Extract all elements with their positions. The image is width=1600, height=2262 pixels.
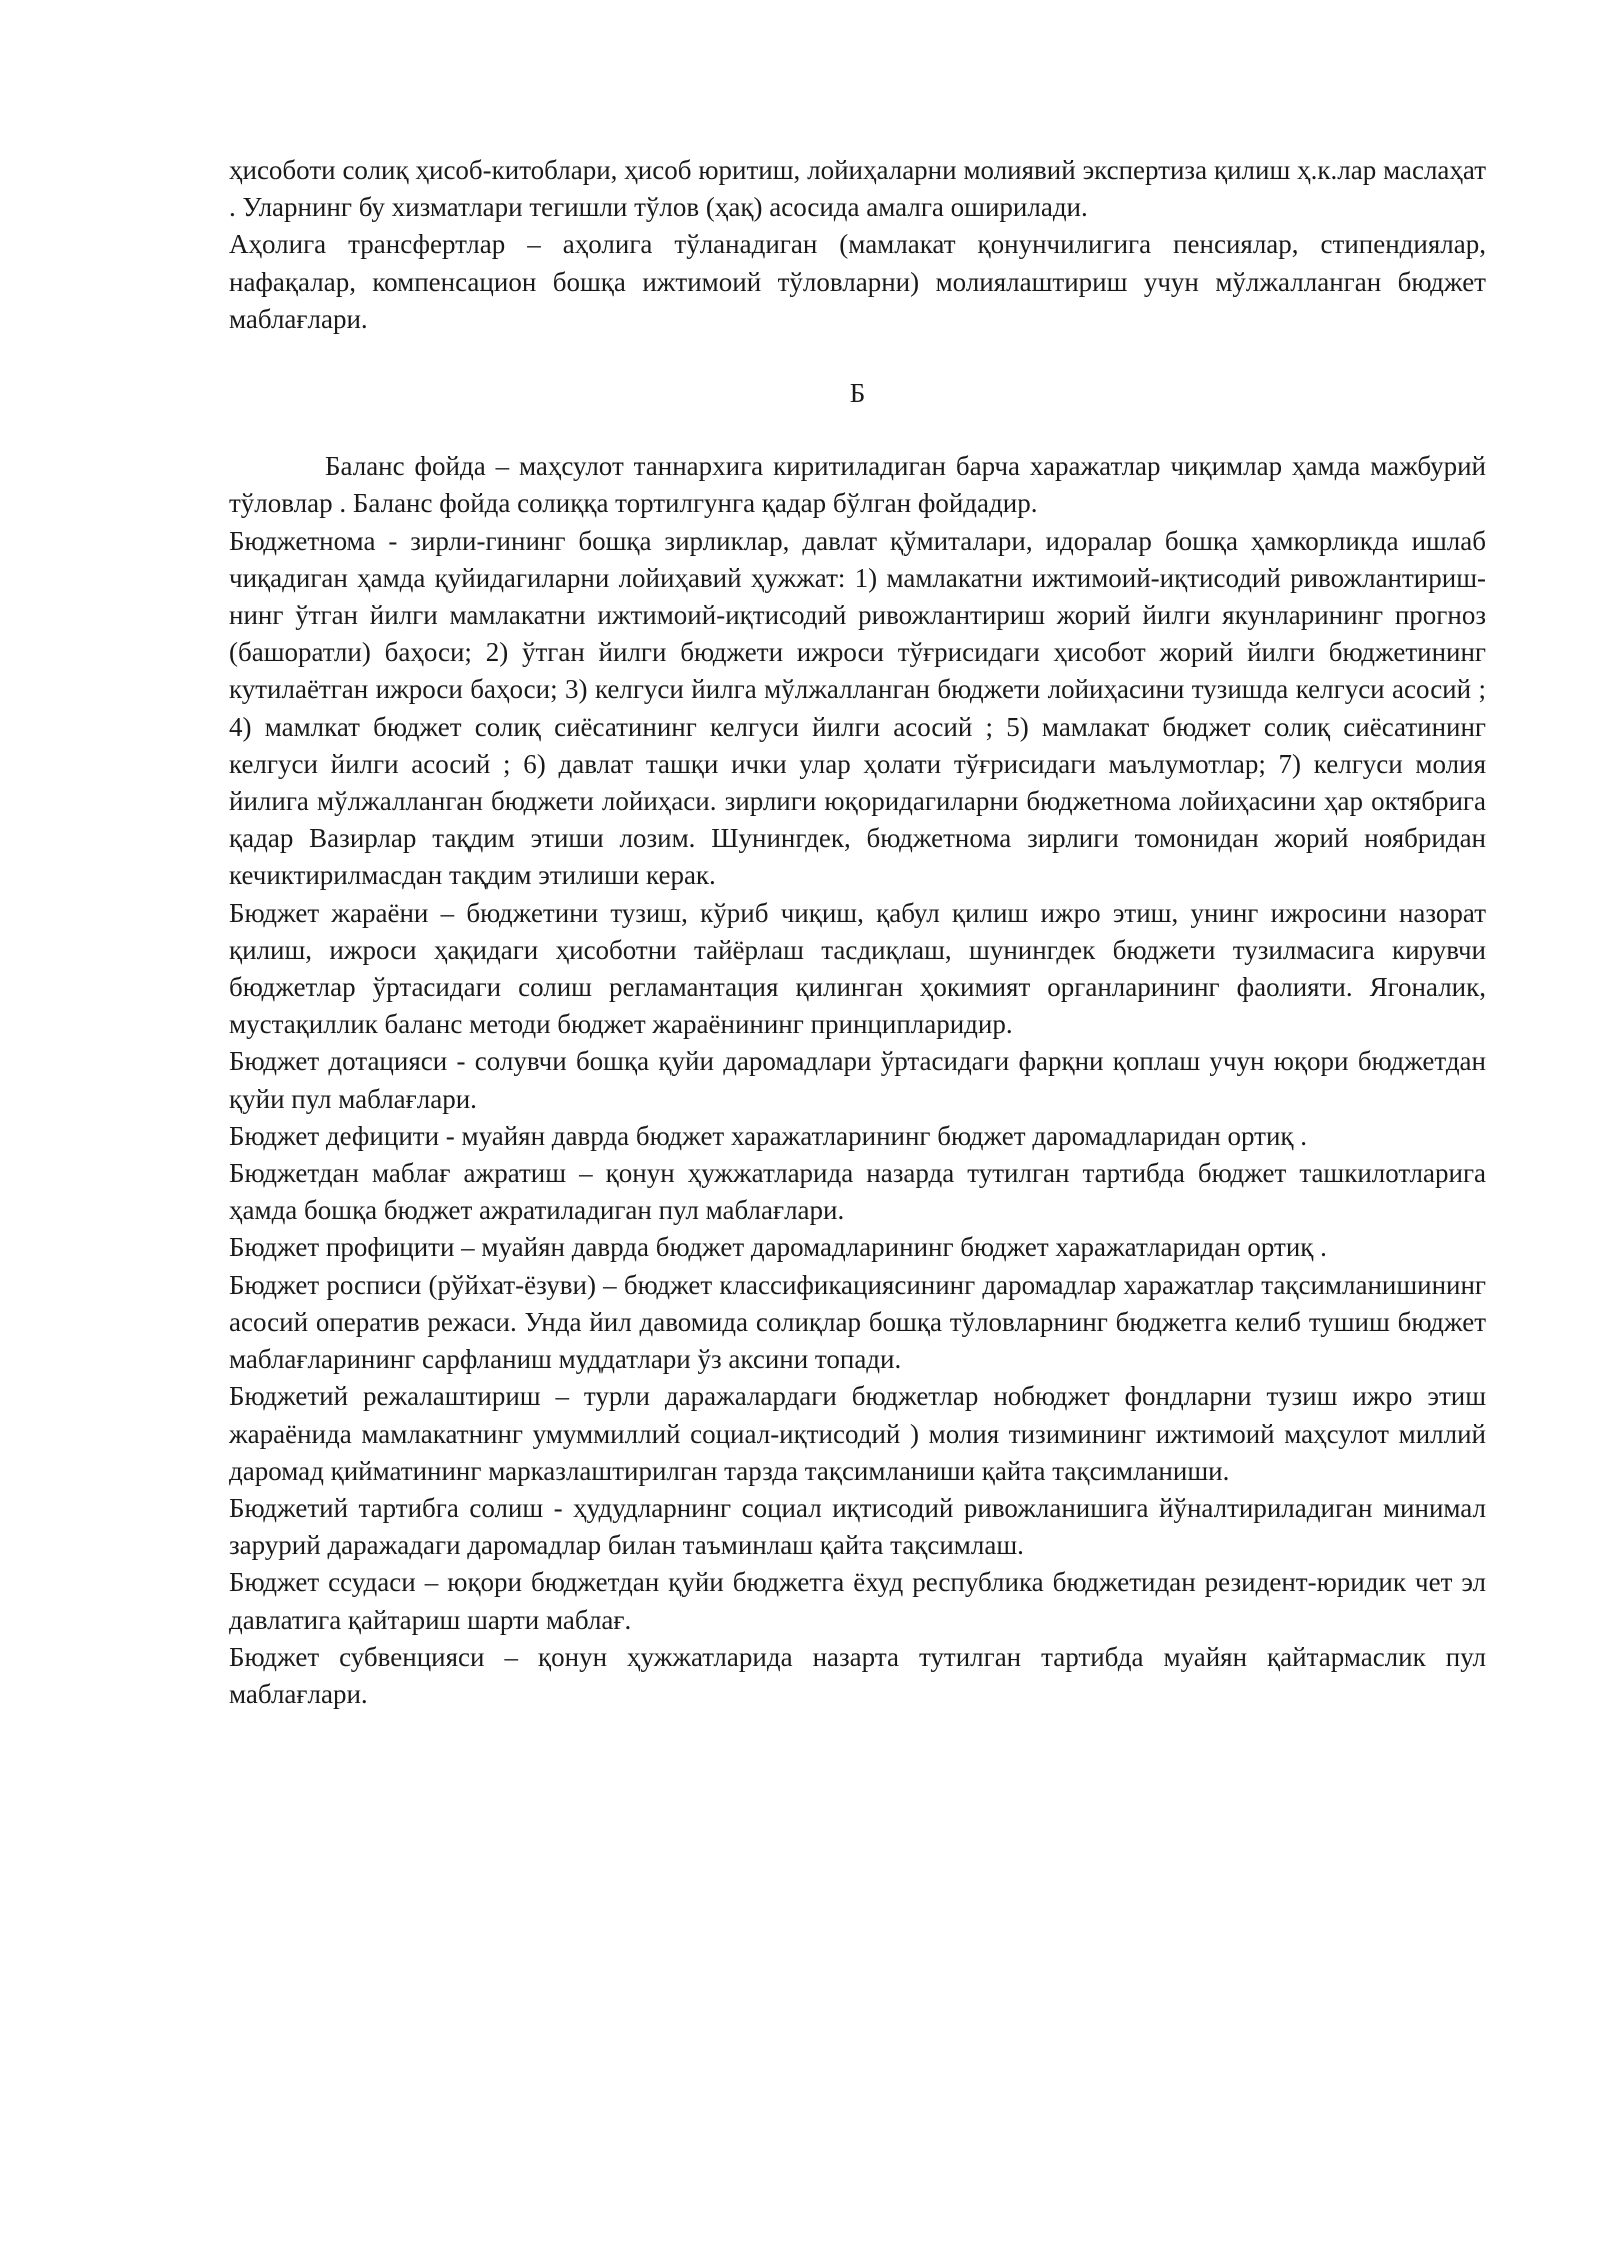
paragraph-budget-process: Бюджет жараёни – бюджетини тузиш, кўриб чиқиш, қабул қилиш ижро этиш, унинг ижросини назорат қилиш, ижроси ҳақидаги ҳисоботни тайёрлаш тасдиқлаш, шунингдек бюджети тузилмасига кирувчи бюджетлар ўртасидаги солиш регламантация қилинган ҳокимият органларининг фаолияти. Ягоналик, мустақиллик баланс методи бюджет жараёнининг принципларидир. (229, 897, 1486, 1040)
paragraph-budget-planning: Бюджетий режалаштириш – турли даражалардаги бюджетлар нобюджет фондларни тузиш ижро этиш жараёнида мамлакатнинг умуммиллий социал-иқтисодий ) молия тизимининг ижтимоий маҳсулот миллий даромад қийматининг марказлаштирилган тарзда тақсимланиши қайта тақсимланиши. (229, 1381, 1486, 1486)
paragraph-balance-profit: Баланс фойда – маҳсулот таннархига киритиладиган барча харажатлар чиқимлар ҳамда мажбурий тўловлар . Баланс фойда солиққа тортилгунга қадар бўлган фойдадир. (229, 451, 1486, 519)
paragraph-budget-allocation: Бюджетдан маблағ ажратиш – қонун ҳужжатларида назарда тутилган тартибда бюджет ташкилотларига ҳамда бошқа бюджет ажратиладиган пул маблағлари. (229, 1158, 1486, 1226)
section-letter-heading: Б (849, 378, 866, 409)
paragraph-intro-continuation: ҳисоботи солиқ ҳисоб-китоблари, ҳисоб юритиш, лойиҳаларни молиявий экспертиза қилиш ҳ.к.лар маслаҳат . Уларнинг бу хизматлари тегишли тўлов (ҳақ) асосида амалга оширилади. (229, 155, 1486, 223)
paragraph-budget-loan: Бюджет ссудаси – юқори бюджетдан қуйи бюджетга ёхуд республика бюджетидан резидент-юридик чет эл давлатига қайтариш шарти маблағ. (229, 1567, 1486, 1635)
paragraph-population-transfers: Аҳолига трансфертлар – аҳолига тўланадиган (мамлакат қонунчилигига пенсиялар, стипендиялар, нафақалар, компенсацион бошқа ижтимоий тўловларни) молиялаштириш учун мўлжалланган бюджет маблағлари. (229, 229, 1486, 334)
paragraph-budget-deficit: Бюджет дефицити - муайян даврда бюджет харажатларининг бюджет даромадларидан ортиқ . (229, 1120, 1308, 1151)
document-page (229, 152, 1486, 1713)
paragraph-budget-message: Бюджетнома - зирли-гининг бошқа зирликлар, давлат қўмиталари, идоралар бошқа ҳамкорликда ишлаб чиқадиган ҳамда қуйидагиларни лойиҳавий ҳужжат: 1) мамлакатни ижтимоий-иқтисодий ривожлантириш-нинг ўтган йилги мамлакатни ижтимоий-иқтисодий ривожлантириш жорий йилги якунларининг прогноз (башоратли) баҳоси; 2) ўтган йилги бюджети ижроси тўғрисидаги ҳисобот жорий йилги бюджетининг кутилаётган ижроси баҳоси; 3) келгуси йилга мўлжалланган бюджети лойиҳасини тузишда келгуси асосий ; 4) мамлкат бюджет солиқ сиёсатининг келгуси йилги асосий ; 5) мамлакат бюджет солиқ сиёсатининг келгуси йилги асосий ; 6) давлат ташқи ички улар ҳолати тўғрисидаги маълумотлар; 7) келгуси молия йилига мўлжалланган бюджети лойиҳаси. зирлиги юқоридагиларни бюджетнома лойиҳасини ҳар октябрига қадар Вазирлар тақдим этиши лозим. Шунингдек, бюджетнома зирлиги томонидан жорий ноябридан кечиктирилмасдан тақдим этилиши керак. (229, 525, 1486, 891)
paragraph-budget-surplus: Бюджет профицити – муайян даврда бюджет даромадларининг бюджет харажатларидан ортиқ . (229, 1232, 1327, 1263)
paragraph-budget-subvention: Бюджет субвенцияси – қонун ҳужжатларида назарта тутилган тартибда муайян қайтармаслик пул маблағлари. (229, 1641, 1486, 1709)
spacer (229, 338, 1486, 375)
paragraph-budget-subsidy: Бюджет дотацияси - солувчи бошқа қуйи даромадлари ўртасидаги фарқни қоплаш учун юқори бюджетдан қуйи пул маблағлари. (229, 1046, 1486, 1114)
paragraph-budget-schedule: Бюджет росписи (рўйхат-ёзуви) – бюджет классификациясининг даромадлар харажатлар тақсимланишининг асосий оператив режаси. Унда йил давомида солиқлар бошқа тўловларнинг бюджетга келиб тушиш бюджет маблағларининг сарфланиш муддатлари ўз аксини топади. (229, 1269, 1486, 1375)
paragraph-budget-regulation: Бюджетий тартибга солиш - ҳудудларнинг социал иқтисодий ривожланишига йўналтириладиган минимал зарурий даражадаги даромадлар билан таъминлаш қайта тақсимлаш. (229, 1492, 1486, 1561)
spacer (229, 412, 1486, 448)
